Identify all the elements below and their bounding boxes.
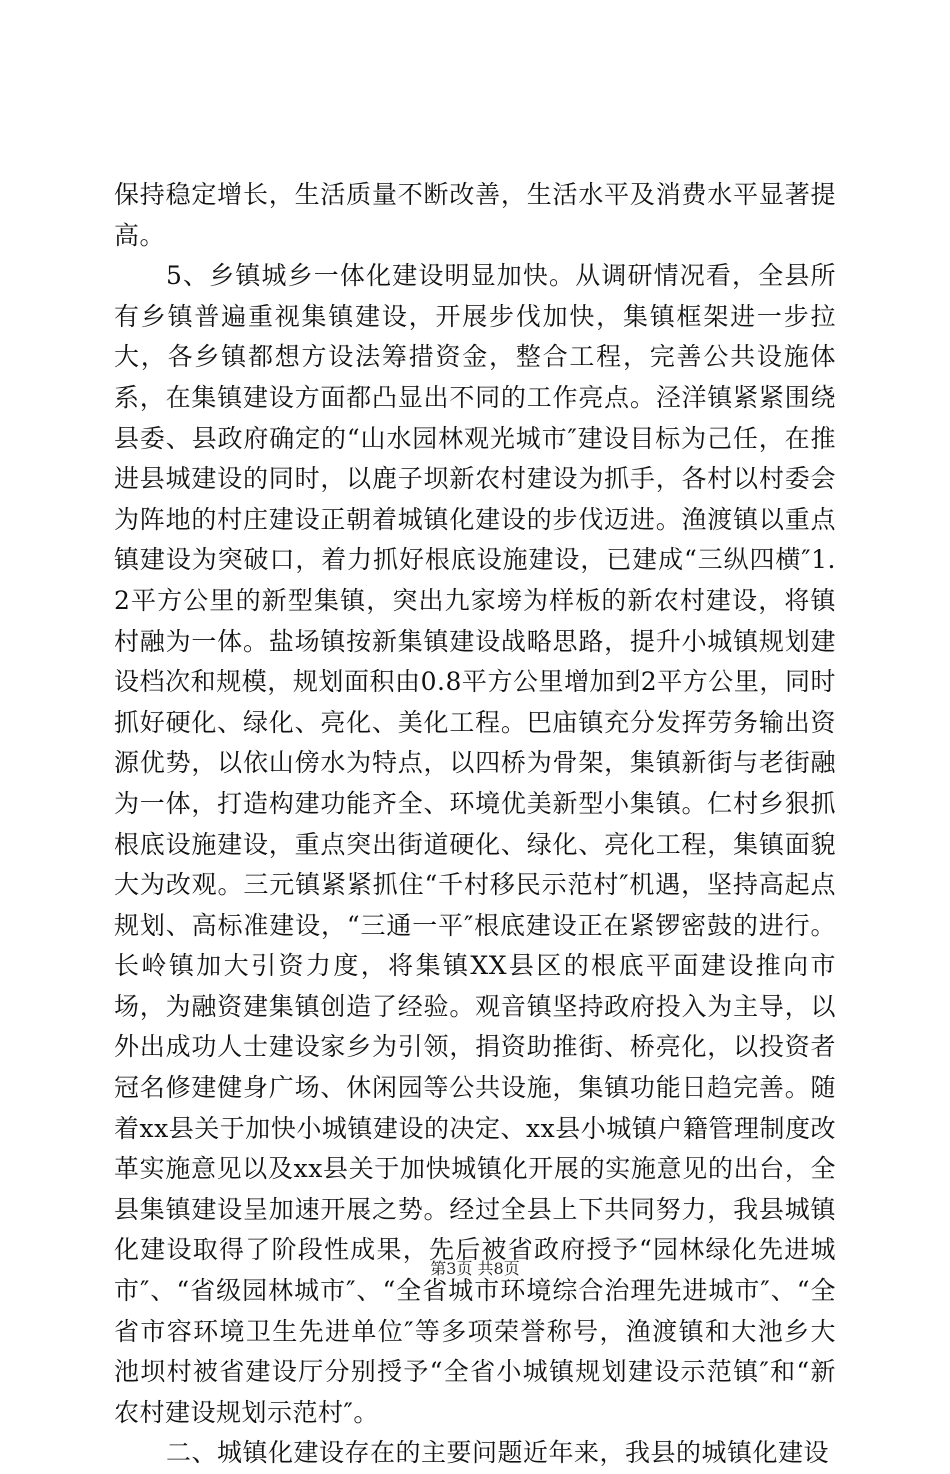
document-body — [114, 175, 836, 1474]
paragraph-continuation: 保持稳定增长，生活质量不断改善，生活水平及消费水平显著提高。 — [114, 180, 836, 250]
page-number-footer: 第3页 共8页 — [430, 1259, 520, 1278]
paragraph-section-2-heading: 二、城镇化建设存在的主要问题近年来，我县的城镇化建设 — [166, 1438, 830, 1468]
paragraph-item-5: 5、乡镇城乡一体化建设明显加快。从调研情况看，全县所有乡镇普遍重视集镇建设，开展步伐加快，集镇框架进一步拉大，各乡镇都想方设法筹措资金，整合工程，完善公共设施体系，在集镇建设方面都凸显出不同的工作亮点。泾洋镇紧紧围绕县委、县政府确定的“山水园林观光城市″建设目标为己任，在推进县城建设的同时，以鹿子坝新农村建设为抓手，各村以村委会为阵地的村庄建设正朝着城镇化建设的步伐迈进。渔渡镇以重点镇建设为突破口，着力抓好根底设施建设，已建成“三纵四横″1.2平方公里的新型集镇，突出九家塝为样板的新农村建设，将镇村融为一体。盐场镇按新集镇建设战略思路，提升小城镇规划建设档次和规模，规划面积由0.8平方公里增加到2平方公里，同时抓好硬化、绿化、亮化、美化工程。巴庙镇充分发挥劳务输出资源优势，以依山傍水为特点，以四桥为骨架，集镇新街与老街融为一体，打造构建功能齐全、环境优美新型小集镇。仁村乡狠抓根底设施建设，重点突出街道硬化、绿化、亮化工程，集镇面貌大为改观。三元镇紧紧抓住“千村移民示范村″机遇，坚持高起点规划、高标准建设，“三通一平″根底建设正在紧锣密鼓的进行。长岭镇加大引资力度，将集镇XX县区的根底平面建设推向市场，为融资建集镇创造了经验。观音镇坚持政府投入为主导，以外出成功人士建设家乡为引领，捐资助推街、桥亮化，以投资者冠名修建健身广场、休闲园等公共设施，集镇功能日趋完善。随着xx县关于加快小城镇建设的决定、xx县小城镇户籍管理制度改革实施意见以及xx县关于加快城镇化开展的实施意见的出台，全县集镇建设呈加速开展之势。经过全县上下共同努力，我县城镇化建设取得了阶段性成果，先后被省政府授予“园林绿化先进城市″、“省级园林城市″、“全省城市环境综合治理先进城市″、“全省市容环境卫生先进单位″等多项荣誉称号，渔渡镇和大池乡大池坝村被省建设厅分别授予“全省小城镇规划建设示范镇″和“新农村建设规划示范村″。 — [114, 261, 836, 1427]
